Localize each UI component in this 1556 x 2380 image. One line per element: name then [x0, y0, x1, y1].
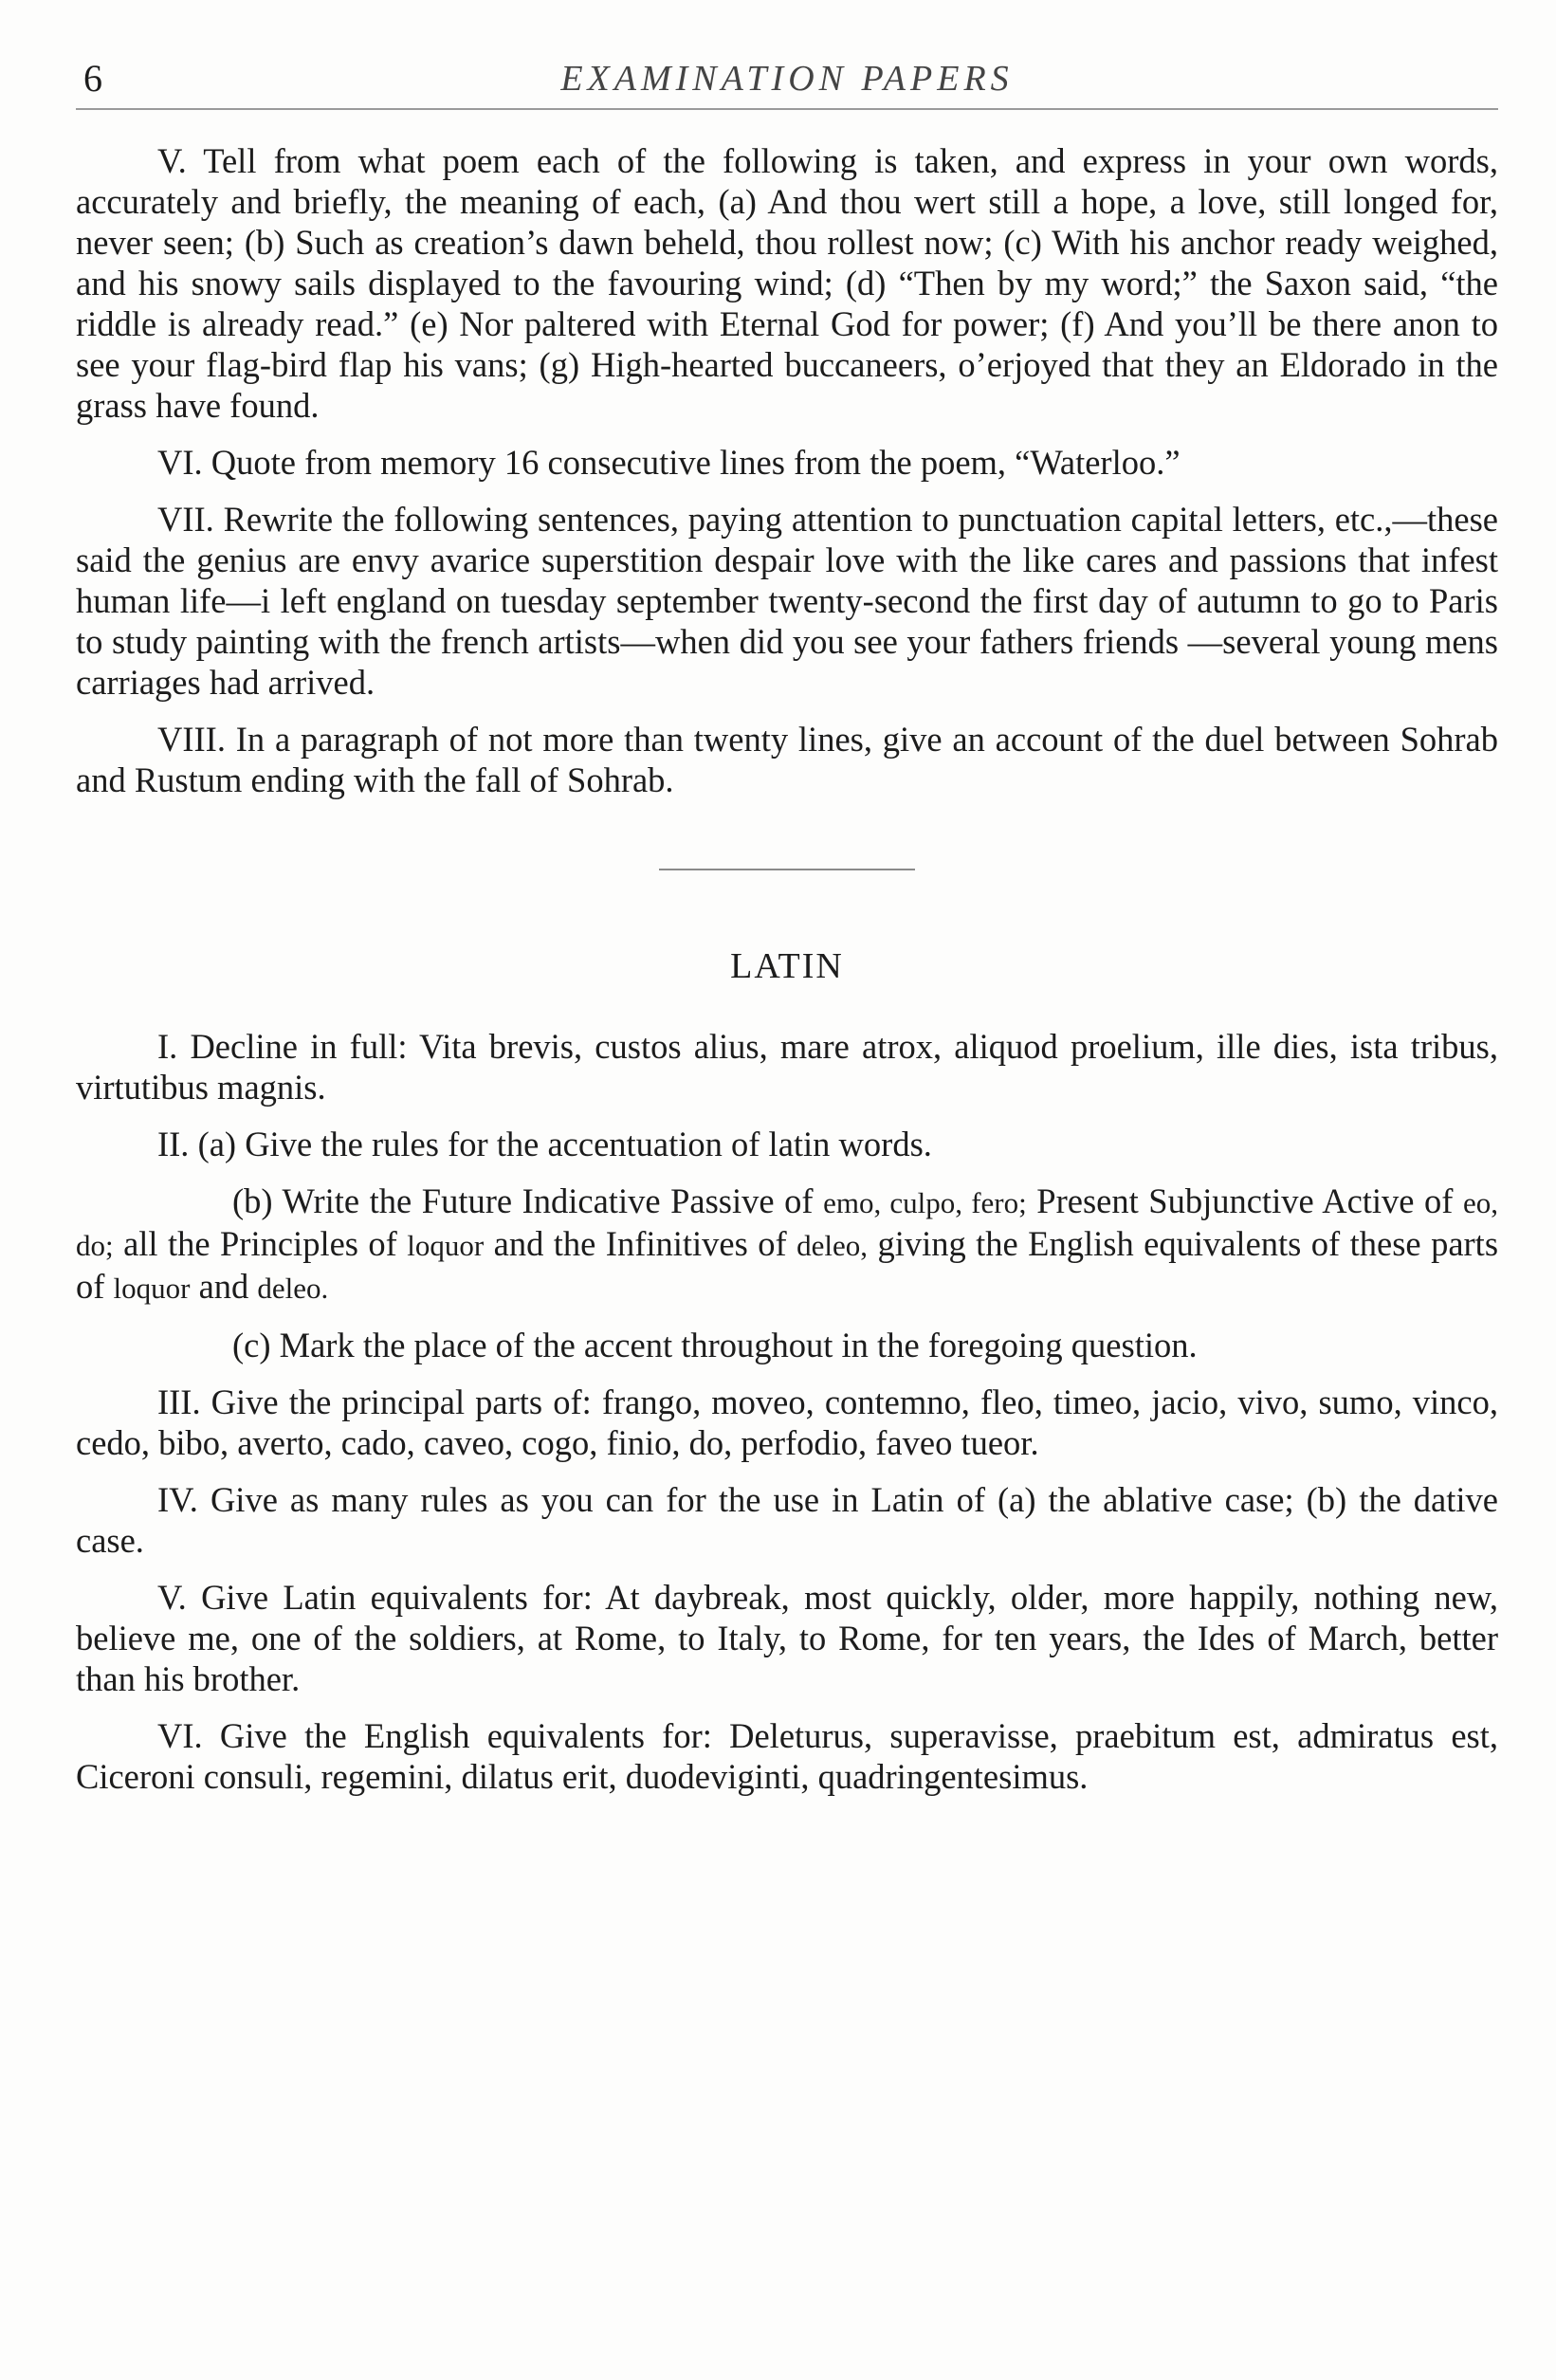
question-english-8: [76, 719, 1498, 800]
running-head: [76, 55, 1498, 110]
question-number: III.: [157, 1382, 201, 1421]
latin-word: deleo,: [796, 1229, 868, 1262]
question-latin-2a: [76, 1124, 1498, 1164]
question-text: Decline in full: Vita brevis, custos alius, mare atrox, aliquod proelium, ille dies, ista tribus, virtutibus magnis.: [76, 1027, 1498, 1107]
question-latin-4: [76, 1479, 1498, 1561]
question-text: In a paragraph of not more than twenty lines, give an account of the duel between Sohrab and Rustum ending with the fall of Sohrab.: [76, 720, 1499, 799]
question-number: II.: [157, 1125, 190, 1163]
question-english-7: [76, 499, 1498, 703]
running-title: EXAMINATION PAPERS: [560, 59, 1014, 99]
question-text: Give the principal parts of: frango, moveo, contemno, fleo, timeo, jacio, vivo, sumo, vinco, cedo, bibo, averto, cado, caveo, cogo, finio, do, perfodio, faveo tueor.: [76, 1382, 1498, 1462]
latin-word: loquor: [407, 1229, 485, 1262]
question-english-6: [76, 442, 1498, 483]
question-text: Quote from memory 16 consecutive lines from the poem, “Waterloo.”: [211, 443, 1181, 482]
question-text: giving the English equivalents of these parts of: [76, 1224, 1499, 1306]
question-part: (b): [232, 1181, 273, 1220]
question-text: and the Infinitives of: [493, 1224, 787, 1263]
question-text: Give the rules for the accentuation of latin words.: [245, 1125, 932, 1163]
page-number: 6: [83, 57, 102, 100]
question-text: and: [198, 1267, 249, 1306]
latin-word: emo, culpo, fero;: [823, 1186, 1027, 1219]
question-text: Give Latin equivalents for: At daybreak, most quickly, older, more happily, nothing new, believe me, one of the soldiers, at Rome, to Italy, to Rome, for ten years, the Ides of March, better than his brother.: [76, 1578, 1498, 1698]
latin-word: loquor: [113, 1272, 191, 1305]
question-latin-1: [76, 1026, 1498, 1108]
question-number: V.: [157, 141, 187, 180]
question-latin-5: [76, 1577, 1498, 1699]
question-text: Mark the place of the accent throughout in the foregoing question.: [279, 1326, 1198, 1364]
question-text: Give as many rules as you can for the use in Latin of (a) the ablative case; (b) the dative case.: [76, 1480, 1498, 1560]
question-text: Present Subjunctive Active of: [1036, 1181, 1454, 1220]
question-text: Write the Future Indicative Passive of: [282, 1181, 814, 1220]
question-number: VIII.: [157, 720, 226, 759]
question-latin-3: [76, 1382, 1498, 1463]
question-number: VI.: [157, 1716, 203, 1755]
question-part: (a): [197, 1125, 237, 1163]
question-text: Rewrite the following sentences, paying attention to punctuation capital letters, etc.,—these said the genius are envy avarice superstition despair love with the like cares and passions that infest human life—i left england on tuesday september twenty-second the first day of autumn to go to Paris to study painting with the french artists—when did you see your fathers friends —several young mens carriages had arrived.: [76, 500, 1499, 702]
question-latin-6: [76, 1715, 1498, 1797]
section-divider: [659, 869, 915, 870]
question-text: Give the English equivalents for: Deleturus, superavisse, praebitum est, admiratus est, Ciceroni consuli, regemini, dilatus erit, duodeviginti, quadringentesimus.: [76, 1716, 1498, 1796]
question-number: VII.: [157, 500, 214, 539]
question-number: I.: [157, 1027, 178, 1066]
question-text: Tell from what poem each of the following is taken, and express in your own words, accurately and briefly, the meaning of each, (a) And thou wert still a hope, a love, still longed for, never seen; (b) Such as creation’s dawn beheld, thou rollest now; (c) With his anchor ready weighed, and his snowy sails displayed to the favouring wind; (d) “Then by my word;” the Saxon said, “the riddle is already read.” (e) Nor paltered with Eternal God for power; (f) And you’ll be there anon to see your flag-bird flap his vans; (g) High-hearted buccaneers, o’erjoyed that they an Eldorado in the grass have found.: [76, 141, 1498, 425]
question-english-5: [76, 140, 1498, 426]
question-number: IV.: [157, 1480, 198, 1519]
question-part: (c): [232, 1326, 271, 1364]
question-latin-2c: [76, 1325, 1498, 1365]
question-latin-2b: [76, 1181, 1498, 1309]
question-number: VI.: [157, 443, 203, 482]
latin-word: eo, do;: [76, 1186, 1499, 1262]
section-title-latin: LATIN: [730, 946, 844, 986]
body-text: [76, 140, 1498, 1813]
question-number: V.: [157, 1578, 187, 1617]
question-text: all the Principles of: [123, 1224, 397, 1263]
latin-word: deleo.: [257, 1272, 329, 1305]
